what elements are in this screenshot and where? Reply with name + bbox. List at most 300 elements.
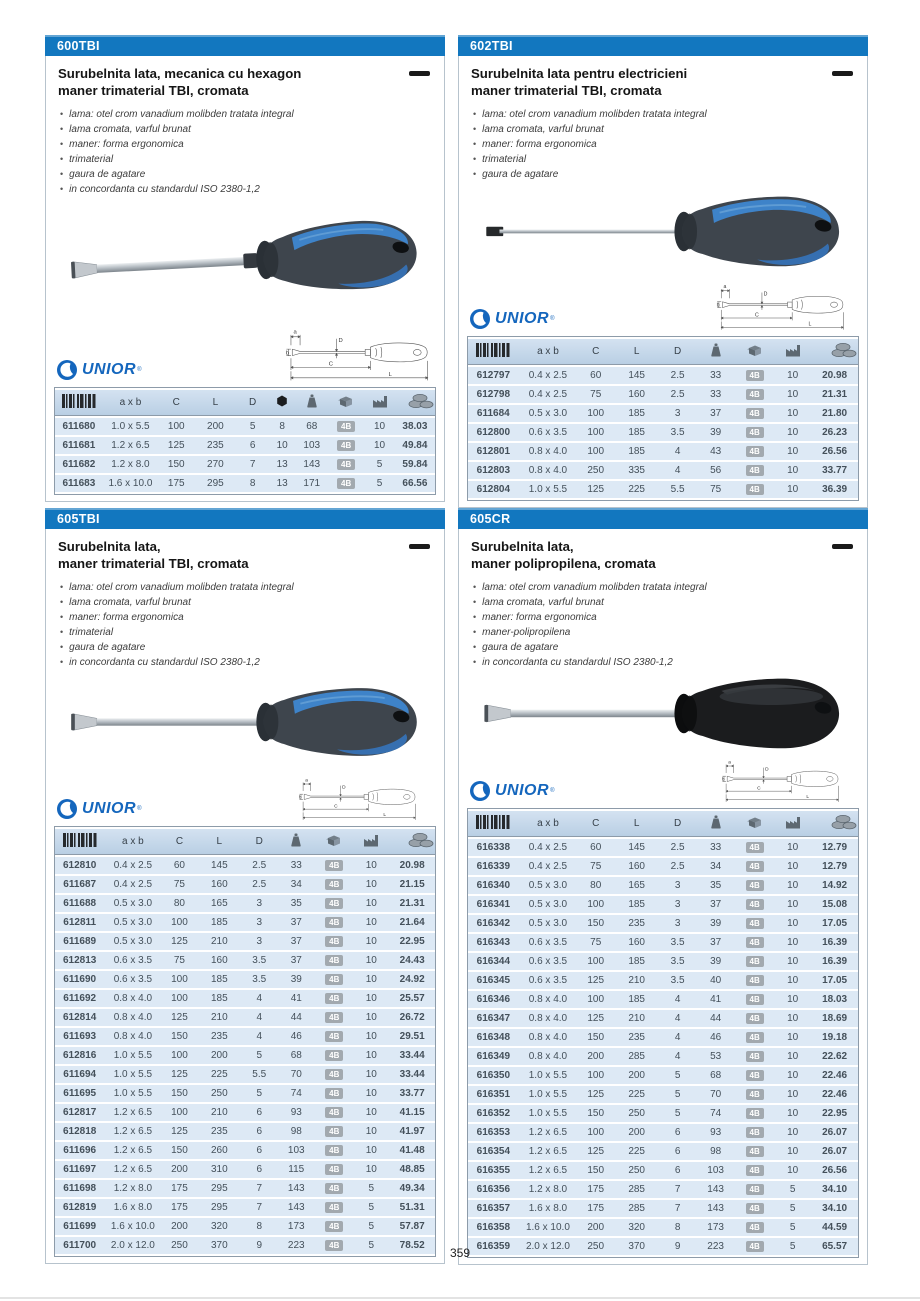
factory-icon <box>785 344 801 357</box>
article-code: 616345 <box>476 975 511 987</box>
dimension-value: 40 <box>710 975 722 987</box>
weight-icon <box>290 833 302 847</box>
size-axb: 0.8 x 4.0 <box>113 993 153 1005</box>
dimension-value: 10 <box>787 1165 799 1177</box>
package-type-badge: 4B <box>746 937 764 948</box>
dimension-diagram <box>707 282 857 332</box>
table-row <box>55 876 435 893</box>
article-code: 611699 <box>63 1221 97 1233</box>
dimension-value: 3 <box>256 898 262 910</box>
dimension-value: 4 <box>674 1032 681 1044</box>
dimension-value: 13 <box>276 478 288 490</box>
registered-mark: ® <box>550 788 555 795</box>
article-code: 611692 <box>63 993 97 1005</box>
article-code: 611695 <box>63 1088 97 1100</box>
package-type-badge: 4B <box>337 440 355 451</box>
product-title <box>58 65 409 99</box>
package-type-badge: 4B <box>337 459 355 470</box>
dimension-value: 9 <box>674 1241 681 1253</box>
screwdriver-photo <box>62 206 429 316</box>
size-axb: 0.5 x 3.0 <box>113 917 153 929</box>
logo-diagram-row <box>469 282 857 332</box>
size-axb: 0.6 x 3.5 <box>528 427 568 439</box>
dimension-value: 5.5 <box>670 484 685 496</box>
dimension-value: 35 <box>710 880 722 892</box>
dimension-value: 75 <box>173 955 185 967</box>
spec-bullet-text: maner: forma ergonomica <box>69 612 184 624</box>
table-row <box>468 1219 858 1236</box>
dimension-value: 5 <box>368 1240 375 1252</box>
dimension-value: 10 <box>365 1126 377 1138</box>
barcode-icon <box>476 343 510 357</box>
dimension-value: 185 <box>210 917 228 929</box>
size-axb: 1.6 x 8.0 <box>113 1202 153 1214</box>
dimension-value: 3.5 <box>670 937 685 949</box>
dimension-value: 37 <box>290 955 302 967</box>
product-title <box>58 538 409 572</box>
dimension-value: 5 <box>376 459 383 471</box>
table-row <box>468 934 858 951</box>
dimension-value: 175 <box>171 1183 188 1195</box>
size-axb: 0.8 x 4.0 <box>528 1013 568 1025</box>
dimension-value: 100 <box>587 1127 605 1139</box>
price-value: 21.80 <box>822 408 848 420</box>
product-section-605TBI <box>45 508 445 1252</box>
table-row <box>468 405 858 422</box>
price-value: 33.44 <box>399 1050 425 1062</box>
dimension-value: 225 <box>628 1146 645 1158</box>
article-code: 612814 <box>63 1012 97 1024</box>
spec-bullet-text: gaura de agatare <box>69 169 146 181</box>
dimension-value: 3.5 <box>252 974 267 986</box>
spec-bullet-text: maner: forma ergonomica <box>69 139 184 151</box>
dimension-value: 33 <box>710 370 722 382</box>
dimension-value: 160 <box>210 955 228 967</box>
col-header-l: L <box>212 397 219 409</box>
dim-label-b: b <box>716 302 720 309</box>
price-value: 21.15 <box>399 879 425 891</box>
dimension-value: 46 <box>710 1032 722 1044</box>
dimension-value: 80 <box>590 880 602 892</box>
spec-bullet-text: lama: otel crom vanadium molibden tratata integral <box>69 582 294 594</box>
package-type-badge: 4B <box>325 1069 343 1080</box>
table-row <box>55 418 435 435</box>
dimension-value: 9 <box>256 1240 262 1252</box>
package-type-badge: 4B <box>746 899 764 910</box>
spec-bullet <box>60 107 436 122</box>
dimension-value: 33 <box>290 860 302 872</box>
size-axb: 0.6 x 3.5 <box>528 975 568 987</box>
article-code: 611698 <box>63 1183 97 1195</box>
package-type-badge: 4B <box>337 421 355 432</box>
price-value: 36.39 <box>822 484 848 496</box>
price-value: 26.07 <box>822 1146 848 1158</box>
package-type-badge: 4B <box>746 1165 764 1176</box>
dimension-value: 8 <box>279 421 285 433</box>
col-header-l: L <box>216 836 223 848</box>
size-axb: 0.4 x 2.5 <box>528 389 568 401</box>
product-panel <box>458 35 868 498</box>
dimension-value: 7 <box>674 1184 681 1196</box>
article-code: 616358 <box>476 1222 511 1234</box>
dimension-value: 100 <box>587 408 605 420</box>
package-type-badge: 4B <box>325 1145 343 1156</box>
table-header-row <box>55 390 435 416</box>
package-type-badge: 4B <box>337 478 355 489</box>
article-code: 611696 <box>63 1145 97 1157</box>
dimension-value: 200 <box>628 1070 645 1082</box>
dimension-value: 10 <box>787 1013 799 1025</box>
price-value: 49.34 <box>399 1183 425 1195</box>
screwdriver-photo <box>62 667 429 777</box>
dimension-value: 10 <box>787 1070 799 1082</box>
dimension-value: 10 <box>373 421 386 433</box>
screwdriver-photo <box>475 657 851 770</box>
screwdriver-photo <box>475 175 851 291</box>
size-axb: 0.4 x 2.5 <box>528 861 568 873</box>
spec-bullet-text: lama cromata, varful brunat <box>482 124 604 136</box>
dimension-value: 70 <box>710 1089 722 1101</box>
price-value: 20.98 <box>822 370 848 382</box>
dimension-value: 150 <box>587 1165 605 1177</box>
article-code: 612813 <box>63 955 97 967</box>
article-code: 612804 <box>476 484 511 496</box>
price-value: 34.10 <box>822 1203 848 1215</box>
spec-bullet-text: trimaterial <box>69 154 114 166</box>
spec-bullet <box>60 152 436 167</box>
section-content <box>458 529 868 1265</box>
col-header-axb: a x b <box>537 818 559 830</box>
dimension-value: 5 <box>674 1089 681 1101</box>
logo-diagram-row <box>56 327 434 383</box>
bullet-dot: • <box>473 139 477 150</box>
dimension-value: 4 <box>674 1013 681 1025</box>
section-code-bar <box>45 35 445 56</box>
product-panel <box>45 508 445 1252</box>
spec-bullet <box>60 122 436 137</box>
dimension-value: 200 <box>628 1127 645 1139</box>
section-content <box>45 529 445 1264</box>
package-type-badge: 4B <box>325 860 343 871</box>
package-type-badge: 4B <box>746 1051 764 1062</box>
table-row <box>468 858 858 875</box>
table-row <box>55 456 435 473</box>
spec-list <box>60 580 436 670</box>
package-type-badge: 4B <box>325 1164 343 1175</box>
bullet-dot: • <box>473 109 477 120</box>
spec-bullet <box>60 580 436 595</box>
package-type-badge: 4B <box>746 842 764 853</box>
dimension-value: 5 <box>256 1050 262 1062</box>
dimension-value: 235 <box>207 440 224 452</box>
dimension-value: 3 <box>256 936 262 948</box>
dimension-value: 260 <box>210 1145 228 1157</box>
article-code: 612819 <box>63 1202 97 1214</box>
dim-label-b: b <box>285 350 290 357</box>
article-code: 612816 <box>63 1050 97 1062</box>
dimension-value: 74 <box>290 1088 302 1100</box>
dimension-value: 6 <box>674 1165 681 1177</box>
dimension-value: 10 <box>787 918 799 930</box>
slotted-blade-icon <box>832 544 853 549</box>
article-code: 616344 <box>476 956 511 968</box>
table-header-row <box>468 339 858 365</box>
dimension-value: 125 <box>171 1126 188 1138</box>
dimension-value: 185 <box>628 427 645 439</box>
dim-label-C: C <box>757 786 761 792</box>
size-axb: 0.8 x 4.0 <box>113 1012 153 1024</box>
product-section-602TBI <box>458 35 868 498</box>
size-axb: 0.4 x 2.5 <box>113 879 153 891</box>
unior-logo-text: UNIOR <box>82 361 137 379</box>
unior-logo-icon <box>56 798 78 820</box>
price-value: 17.05 <box>822 918 848 930</box>
dimension-value: 5 <box>789 1222 796 1234</box>
article-code: 612810 <box>63 860 97 872</box>
spec-bullet-text: maner: forma ergonomica <box>482 612 597 624</box>
product-title-line2: maner trimaterial TBI, cromata <box>471 83 662 99</box>
dimension-value: 7 <box>256 1183 262 1195</box>
dimension-value: 285 <box>628 1051 645 1063</box>
table-row <box>55 475 435 492</box>
size-axb: 0.8 x 4.0 <box>113 1031 153 1043</box>
dimension-value: 250 <box>587 465 605 477</box>
product-title-line2: maner polipropilena, cromata <box>471 556 656 572</box>
dimension-value: 145 <box>628 842 645 854</box>
dimension-value: 60 <box>590 370 602 382</box>
size-axb: 0.8 x 4.0 <box>528 994 568 1006</box>
dimension-value: 210 <box>210 936 228 948</box>
package-type-badge: 4B <box>746 370 764 381</box>
col-header-axb: a x b <box>537 346 559 358</box>
dimension-value: 39 <box>710 918 722 930</box>
dimension-value: 185 <box>628 408 645 420</box>
price-value: 48.85 <box>399 1164 425 1176</box>
dimension-value: 125 <box>587 1013 605 1025</box>
barcode-icon <box>62 394 96 408</box>
dimension-value: 100 <box>587 446 605 458</box>
price-value: 49.84 <box>402 440 428 452</box>
size-axb: 2.0 x 12.0 <box>525 1241 570 1253</box>
table-row <box>468 1105 858 1122</box>
table-row <box>55 1104 435 1121</box>
dim-label-D: D <box>763 291 768 298</box>
table-row <box>55 971 435 988</box>
col-header-d: D <box>673 346 682 358</box>
size-axb: 1.0 x 5.5 <box>113 1088 153 1100</box>
dimension-value: 235 <box>628 1032 645 1044</box>
package-type-badge: 4B <box>746 446 764 457</box>
col-header-l: L <box>633 346 640 358</box>
dimension-value: 210 <box>210 1107 228 1119</box>
price-value: 57.87 <box>399 1221 425 1233</box>
dimension-value: 4 <box>674 994 681 1006</box>
dimension-value: 2.5 <box>670 861 685 873</box>
spec-bullet <box>473 625 859 640</box>
coins-icon <box>408 393 434 409</box>
article-code: 612798 <box>476 389 511 401</box>
dim-label-a: a <box>723 284 727 291</box>
dimension-value: 270 <box>207 459 224 471</box>
col-header-c: C <box>592 818 600 830</box>
dimension-value: 6 <box>674 1146 681 1158</box>
price-value: 65.57 <box>822 1241 848 1253</box>
size-axb: 0.5 x 3.0 <box>528 918 568 930</box>
spec-bullet <box>60 167 436 182</box>
size-axb: 1.0 x 5.5 <box>528 1108 568 1120</box>
product-title <box>471 538 832 572</box>
dimension-value: 70 <box>290 1069 302 1081</box>
price-value: 51.31 <box>399 1202 425 1214</box>
table-row <box>468 972 858 989</box>
table-row <box>468 424 858 441</box>
size-axb: 0.8 x 4.0 <box>528 1032 568 1044</box>
dimension-value: 10 <box>365 974 377 986</box>
article-code: 612817 <box>63 1107 97 1119</box>
price-value: 29.51 <box>399 1031 425 1043</box>
dimension-value: 100 <box>587 994 605 1006</box>
table-row <box>468 1010 858 1027</box>
table-row <box>468 1162 858 1179</box>
price-value: 16.39 <box>822 937 848 949</box>
dimension-value: 125 <box>171 936 188 948</box>
product-title <box>471 65 832 99</box>
bullet-dot: • <box>473 627 477 638</box>
table-row <box>55 1047 435 1064</box>
dimension-value: 10 <box>365 955 377 967</box>
price-value: 26.23 <box>822 427 848 439</box>
price-value: 26.72 <box>399 1012 425 1024</box>
size-axb: 0.5 x 3.0 <box>113 898 153 910</box>
size-axb: 0.6 x 3.5 <box>528 956 568 968</box>
dimension-value: 100 <box>587 899 605 911</box>
article-code: 616354 <box>476 1146 511 1158</box>
dimension-value: 100 <box>171 993 188 1005</box>
size-axb: 1.6 x 8.0 <box>528 1203 568 1215</box>
dimension-value: 2.5 <box>670 842 685 854</box>
dim-label-L: L <box>808 321 812 328</box>
table-row <box>468 953 858 970</box>
package-type-badge: 4B <box>746 427 764 438</box>
dim-label-b: b <box>721 777 725 783</box>
size-axb: 0.6 x 3.5 <box>113 955 153 967</box>
price-value: 17.05 <box>822 975 848 987</box>
unior-logo-icon <box>56 359 78 381</box>
dimension-value: 200 <box>210 1050 228 1062</box>
table-row <box>468 481 858 498</box>
article-code: 611684 <box>476 408 510 420</box>
dimension-value: 3.5 <box>670 975 685 987</box>
dimension-value: 4 <box>256 1012 262 1024</box>
package-type-badge: 4B <box>325 917 343 928</box>
package-type-badge: 4B <box>746 1203 764 1214</box>
dimension-value: 10 <box>787 880 799 892</box>
dimension-value: 2.5 <box>670 370 685 382</box>
price-value: 34.10 <box>822 1184 848 1196</box>
article-code: 616352 <box>476 1108 511 1120</box>
dimension-value: 210 <box>210 1012 228 1024</box>
dimension-value: 160 <box>628 861 645 873</box>
dimension-value: 10 <box>787 994 799 1006</box>
barcode-icon <box>476 815 510 829</box>
bullet-dot: • <box>60 184 64 195</box>
registered-mark: ® <box>137 367 142 374</box>
dimension-value: 7 <box>674 1203 681 1215</box>
table-row <box>468 877 858 894</box>
dimension-value: 165 <box>210 898 228 910</box>
size-axb: 0.5 x 3.0 <box>113 936 153 948</box>
dimension-value: 5 <box>674 1070 681 1082</box>
package-icon <box>747 815 763 829</box>
dimension-value: 68 <box>710 1070 722 1082</box>
article-code: 616346 <box>476 994 511 1006</box>
dimension-value: 4 <box>256 1031 262 1043</box>
dimension-value: 150 <box>587 1032 605 1044</box>
table-row <box>468 896 858 913</box>
package-type-badge: 4B <box>325 1050 343 1061</box>
article-code: 616355 <box>476 1165 511 1177</box>
price-value: 22.46 <box>822 1070 848 1082</box>
package-type-badge: 4B <box>746 956 764 967</box>
unior-logo <box>56 359 141 381</box>
table-row <box>468 1086 858 1103</box>
article-code: 612803 <box>476 465 511 477</box>
table-row <box>468 1124 858 1141</box>
price-value: 22.46 <box>822 1089 848 1101</box>
dimension-value: 150 <box>171 1145 188 1157</box>
bullet-dot: • <box>473 612 477 623</box>
dimension-value: 10 <box>365 1145 377 1157</box>
dimension-value: 10 <box>787 1051 799 1063</box>
dimension-value: 8 <box>256 1221 262 1233</box>
table-row <box>55 990 435 1007</box>
dimension-value: 37 <box>290 936 302 948</box>
dimension-value: 41 <box>710 994 722 1006</box>
dimension-value: 171 <box>303 478 321 490</box>
package-type-badge: 4B <box>325 1088 343 1099</box>
dimension-value: 10 <box>787 975 799 987</box>
dimension-value: 143 <box>303 459 321 471</box>
unior-logo-text: UNIOR <box>495 310 550 328</box>
dimension-value: 200 <box>587 1051 605 1063</box>
package-type-badge: 4B <box>325 993 343 1004</box>
table-row <box>55 1123 435 1140</box>
dimension-value: 6 <box>674 1127 681 1139</box>
dimension-value: 10 <box>787 861 799 873</box>
coins-icon <box>831 342 857 358</box>
size-axb: 1.2 x 6.5 <box>528 1165 568 1177</box>
article-code: 616356 <box>476 1184 511 1196</box>
price-value: 26.56 <box>822 1165 848 1177</box>
dimension-value: 43 <box>710 446 722 458</box>
bullet-dot: • <box>473 657 477 668</box>
size-axb: 1.2 x 6.5 <box>113 1145 153 1157</box>
logo-diagram-row <box>56 776 434 822</box>
price-value: 41.15 <box>399 1107 425 1119</box>
package-type-badge: 4B <box>746 1127 764 1138</box>
dimension-value: 4 <box>674 1051 681 1063</box>
table-row <box>468 915 858 932</box>
dimension-value: 310 <box>210 1164 228 1176</box>
slotted-blade-icon <box>409 71 430 76</box>
package-type-badge: 4B <box>746 975 764 986</box>
price-value: 26.56 <box>822 446 848 458</box>
dimension-value: 250 <box>628 1165 645 1177</box>
dimension-diagram <box>284 776 434 822</box>
size-axb: 1.2 x 6.5 <box>113 1107 153 1119</box>
dimension-value: 295 <box>210 1183 228 1195</box>
dimension-value: 39 <box>710 427 722 439</box>
